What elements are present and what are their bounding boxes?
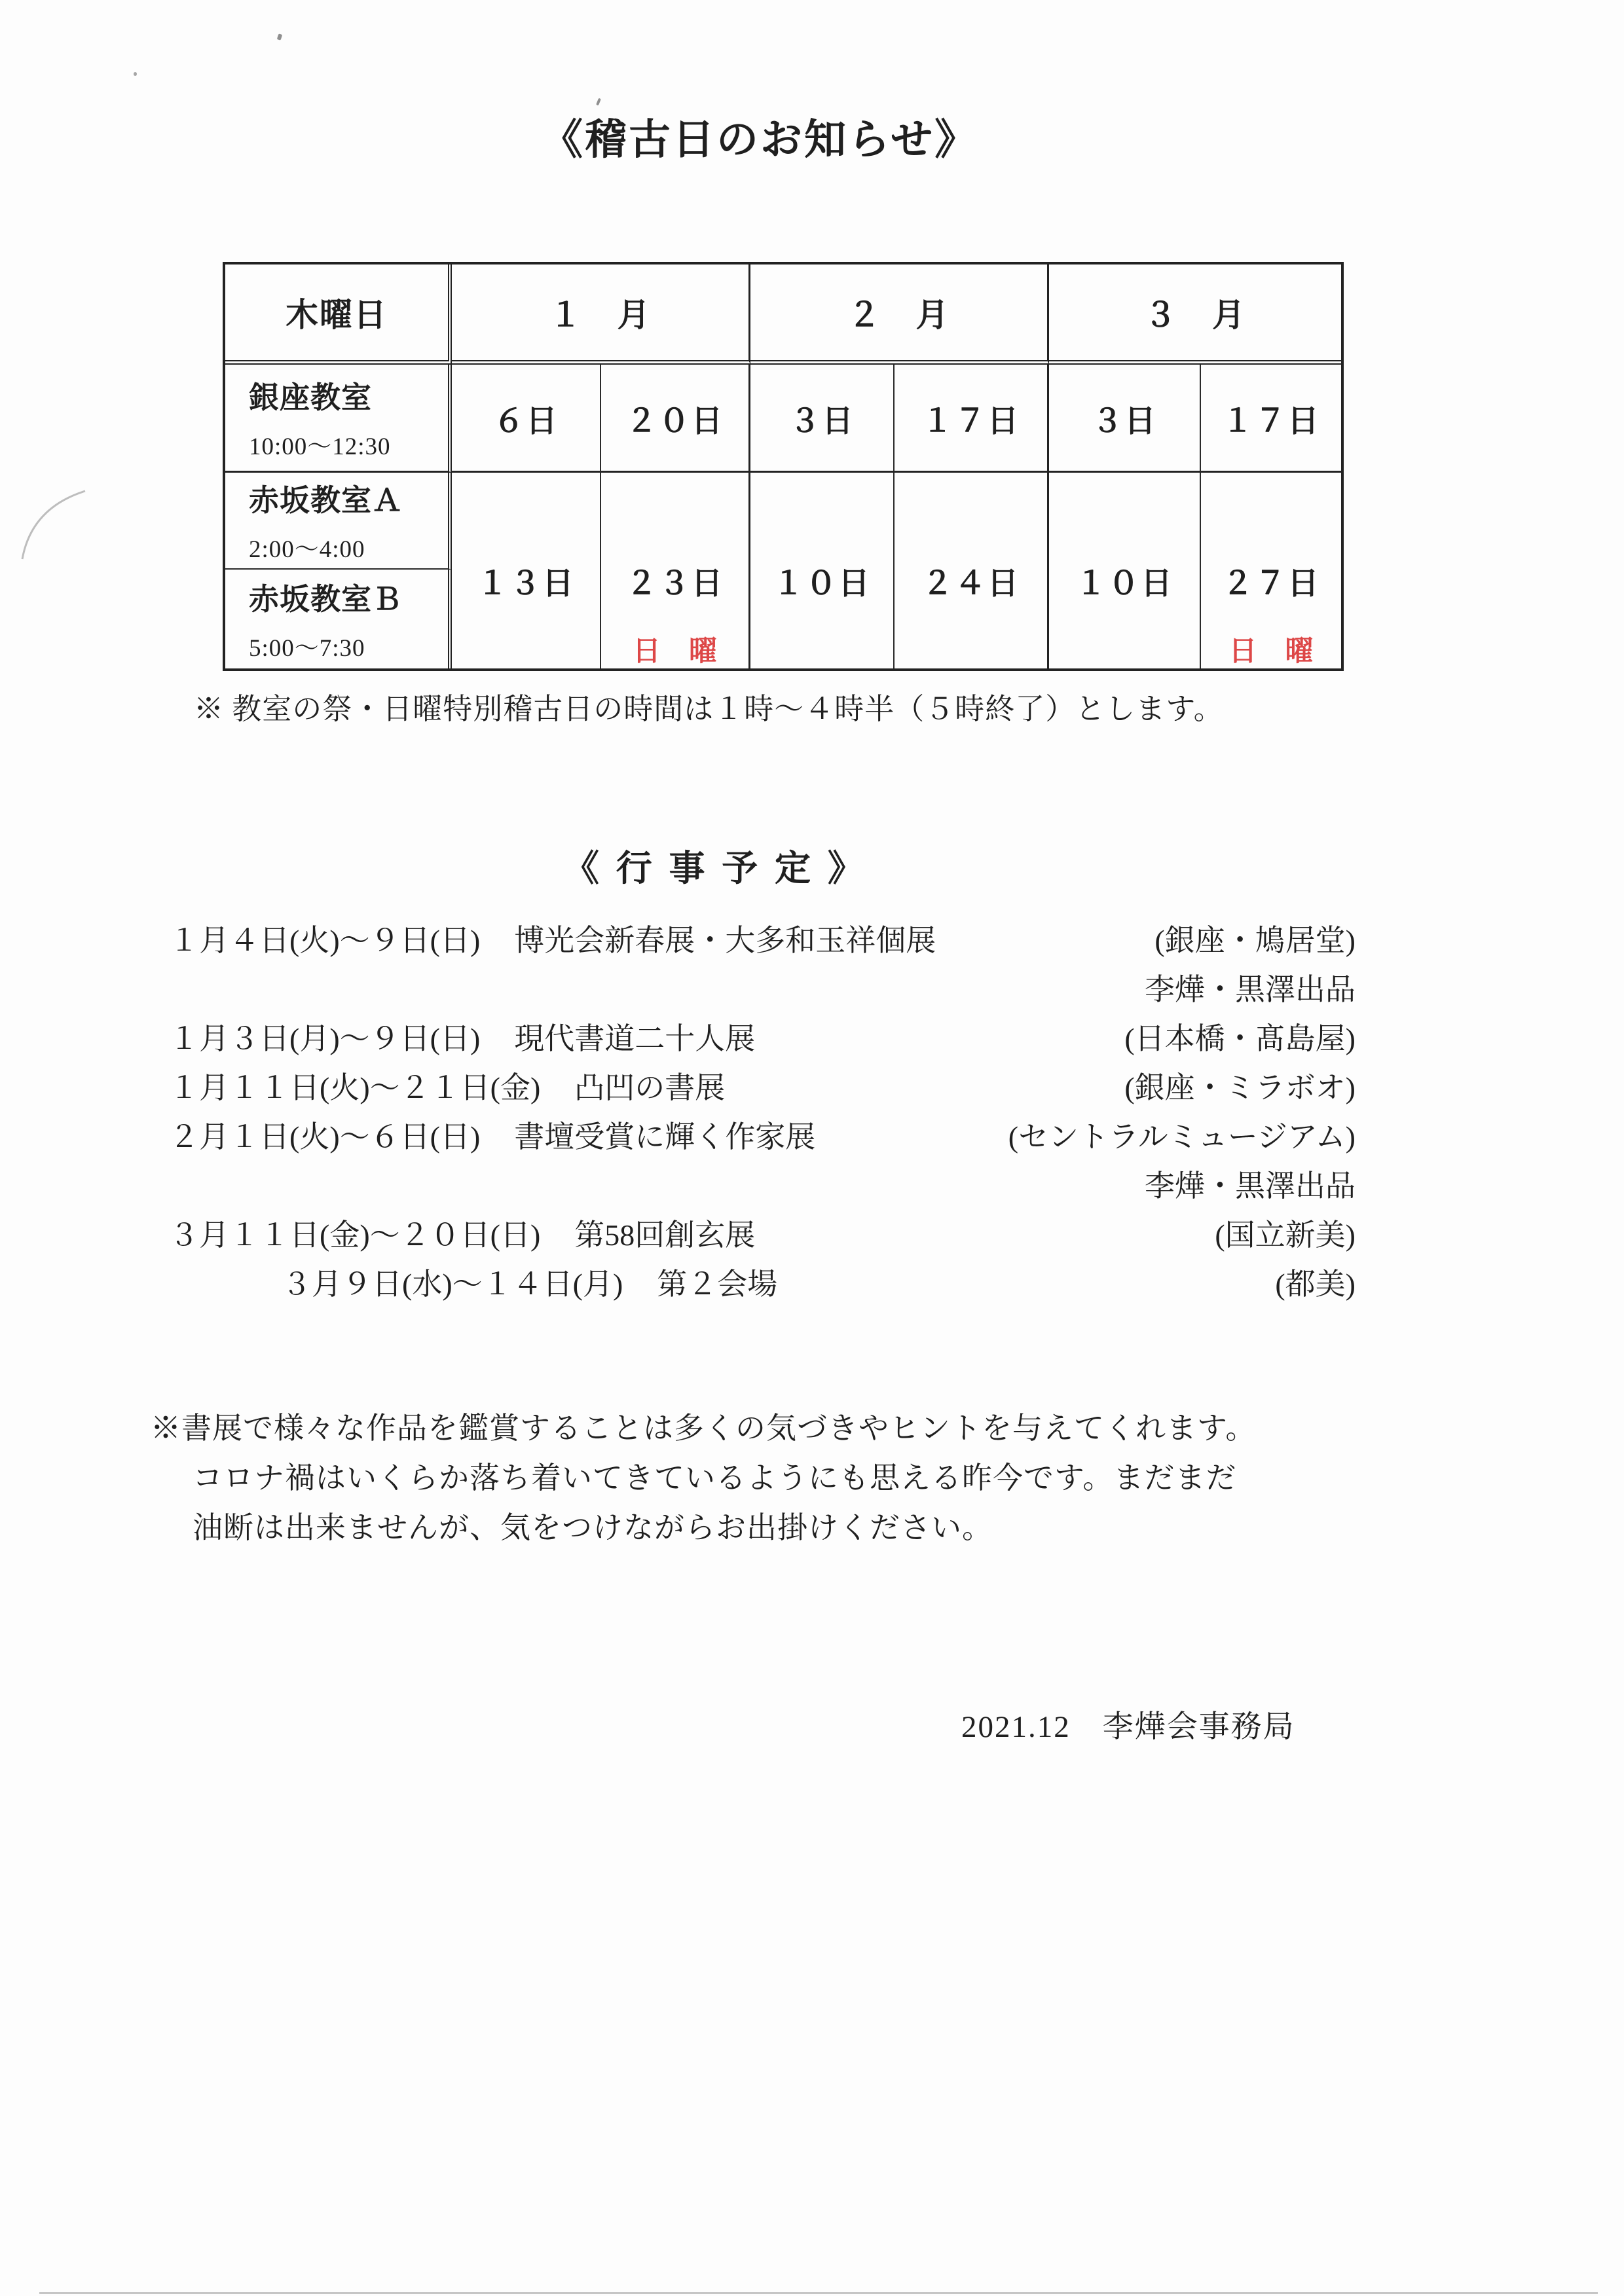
event-venue: (銀座・ミラボオ): [1124, 1070, 1356, 1104]
akasaka-date: ２７日: [1221, 566, 1320, 601]
events-section-heading: 《 行 事 予 定 》: [563, 848, 868, 888]
akasaka-date: ２４日: [921, 566, 1020, 601]
akasaka-b-classroom-name: 赤坂教室Ｂ: [249, 582, 403, 616]
event-venue: (国立新美): [1215, 1218, 1356, 1252]
month-header-january: １ 月: [452, 264, 750, 365]
exhibitor-note: 李燁・黒澤出品: [1145, 1169, 1356, 1203]
ginza-date-cell: １７日: [1201, 365, 1341, 473]
event-name: 第58回創玄展: [574, 1218, 756, 1252]
event-date: ２月１日(火)～６日(日): [169, 1120, 481, 1154]
table-corner-header: 木曜日: [225, 264, 452, 365]
event-name: 博光会新春展・大多和玉祥個展: [514, 923, 936, 957]
akasaka-date-cell: [601, 473, 750, 668]
ginza-classroom-name: 銀座教室: [249, 381, 372, 414]
ginza-date-cell: ６日: [452, 365, 601, 473]
event-venue: (都美): [1275, 1267, 1356, 1301]
schedule-table: [223, 262, 1344, 671]
scan-artifact-curve: [12, 486, 90, 564]
event-date: ３月１１日(金)～２０日(日): [169, 1218, 541, 1252]
akasaka-a-classroom-cell: [225, 473, 452, 570]
event-date: １月１１日(火)～２１日(金): [169, 1070, 541, 1104]
scan-artifact-speck: [277, 33, 282, 40]
event-venue: (日本橋・髙島屋): [1124, 1021, 1356, 1055]
paragraph-line: 油断は出来ませんが、気をつけながらお出掛けください。: [193, 1511, 993, 1544]
events-list: [169, 913, 1356, 1306]
event-name: 現代書道二十人展: [514, 1021, 756, 1055]
exhibitor-note: 李燁・黒澤出品: [1145, 972, 1356, 1006]
akasaka-date-cell: [452, 473, 601, 668]
event-row: [169, 1110, 1356, 1159]
event-date: ３月９日(水)～１４日(月): [282, 1267, 623, 1301]
ginza-date-cell: ３日: [750, 365, 895, 473]
signature-line: 2021.12 李燁会事務局: [961, 1710, 1295, 1744]
ginza-date-cell: ２０日: [601, 365, 750, 473]
akasaka-date-cell: [895, 473, 1049, 668]
akasaka-a-classroom-name: 赤坂教室Ａ: [249, 484, 403, 517]
akasaka-date-cell: [750, 473, 895, 668]
akasaka-date-cell: [1201, 473, 1341, 668]
closing-paragraph: [151, 1401, 1405, 1550]
ginza-classroom-cell: [225, 365, 452, 473]
event-date: １月３日(月)～９日(日): [169, 1021, 481, 1055]
exhibitor-note-row: [169, 1159, 1356, 1208]
event-row: [169, 1208, 1356, 1257]
sunday-label: 日 曜: [1228, 636, 1314, 667]
akasaka-b-classroom-cell: [225, 570, 452, 668]
akasaka-date: ２３日: [625, 566, 724, 601]
exhibitor-note-row: [169, 962, 1356, 1011]
event-name: 書壇受賞に輝く作家展: [514, 1120, 816, 1154]
document-title: 《稽古日のお知らせ》: [541, 117, 979, 163]
paragraph-line: ※書展で様々な作品を鑑賞することは多くの気づきやヒントを与えてくれます。: [151, 1412, 1257, 1445]
event-name: 凸凹の書展: [574, 1070, 726, 1104]
table-note: ※ 教室の祭・日曜特別稽古日の時間は１時～４時半（５時終了）とします。: [194, 693, 1224, 725]
event-row: [169, 1257, 1356, 1306]
akasaka-date-cell: [1049, 473, 1201, 668]
akasaka-date: １０日: [772, 566, 871, 601]
sunday-label: 日 曜: [633, 636, 717, 667]
scan-artifact-speck: [596, 98, 601, 106]
event-row: [169, 1061, 1356, 1110]
akasaka-a-classroom-time: 2:00～4:00: [249, 536, 365, 563]
akasaka-date: １３日: [476, 566, 575, 601]
scan-artifact-edge: [39, 2292, 1598, 2294]
event-venue: (セントラルミュージアム): [1008, 1120, 1356, 1154]
event-row: [169, 1011, 1356, 1061]
event-date: １月４日(火)～９日(日): [169, 923, 481, 957]
ginza-date-cell: １７日: [895, 365, 1049, 473]
akasaka-b-classroom-time: 5:00～7:30: [249, 634, 365, 662]
ginza-date-cell: ３日: [1049, 365, 1201, 473]
paragraph-line: コロナ禍はいくらか落ち着いてきているようにも思える昨今です。まだまだ: [193, 1461, 1237, 1495]
scan-artifact-speck: [134, 72, 137, 76]
event-venue: (銀座・鳩居堂): [1154, 923, 1356, 957]
ginza-classroom-time: 10:00～12:30: [249, 433, 391, 460]
event-name: 第２会場: [657, 1267, 778, 1301]
month-header-march: ３ 月: [1049, 264, 1341, 365]
month-header-february: ２ 月: [750, 264, 1049, 365]
akasaka-date: １０日: [1075, 566, 1173, 601]
event-row: [169, 913, 1356, 962]
